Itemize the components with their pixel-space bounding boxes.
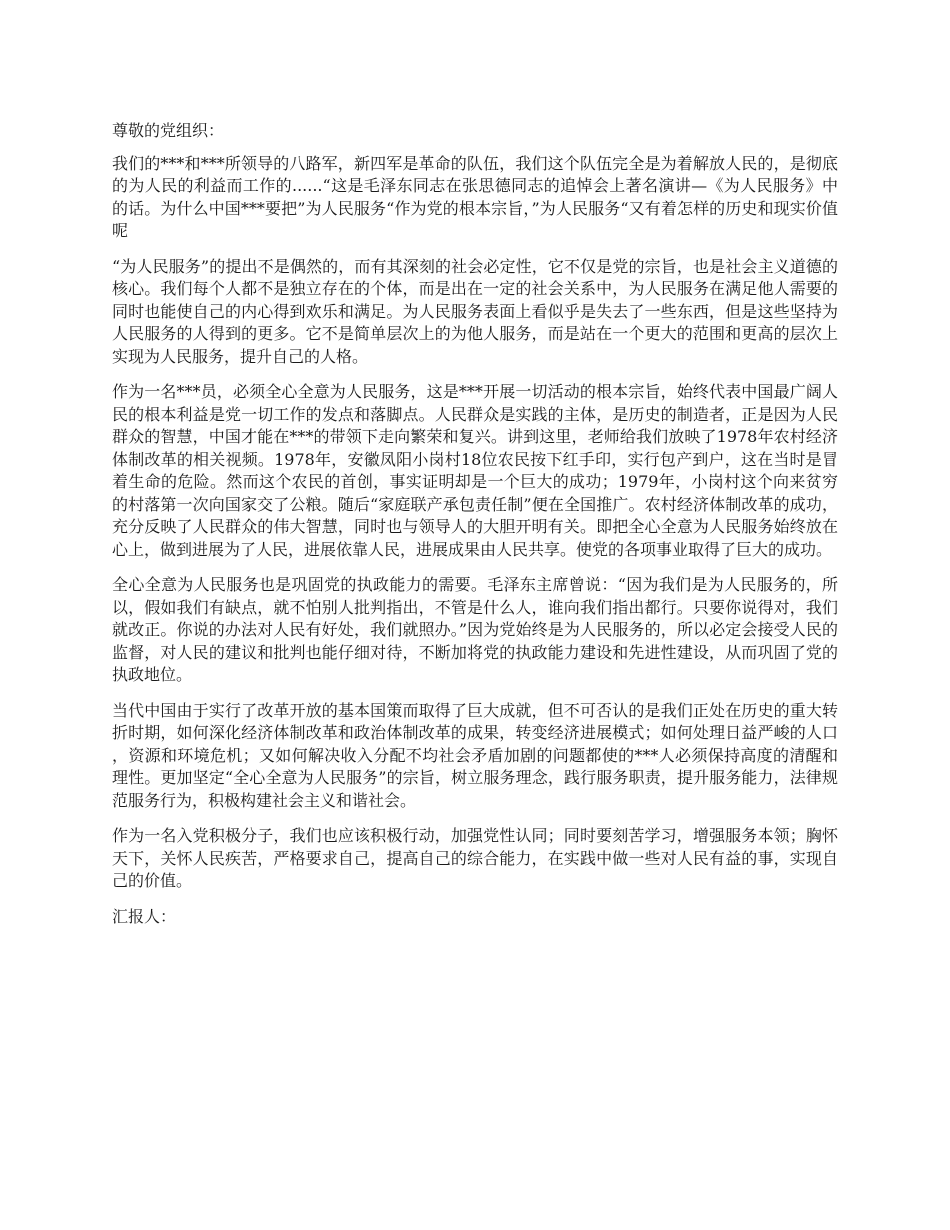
paragraph-3: 作为一名***员，必须全心全意为人民服务，这是***开展一切活动的根本宗旨，始终代表中国最广阔人民的根本利益是党一切工作的发点和落脚点。人民群众是实践的主体，是历史的制造者，正是因为人民群众的智慧，中国才能在***的带领下走向繁荣和复兴。讲到这里，老师给我们放映了1978年农村经济体制改革的相关视频。1978年，安徽凤阳小岗村18位农民按下红手印，实行包产到户，这在当时是冒着生命的危险。然而这个农民的首创，事实证明却是一个巨大的成功；1979年，小岗村这个向来贫穷的村落第一次向国家交了公粮。随后“家庭联产承包责任制”便在全国推广。农村经济体制改革的成功，充分反映了人民群众的伟大智慧，同时也与领导人的大胆开明有关。即把全心全意为人民服务始终放在心上，做到进展为了人民，进展依靠人民，进展成果由人民共享。使党的各项事业取得了巨大的成功。 [112, 382, 838, 559]
document-body [112, 120, 838, 941]
paragraph-4: 全心全意为人民服务也是巩固党的执政能力的需要。毛泽东主席曾说：“因为我们是为人民服务的，所以，假如我们有缺点，就不怕别人批判指出，不管是什么人，谁向我们指出都行。只要你说得对，我们就改正。你说的办法对人民有好处，我们就照办。”因为党始终是为人民服务的，所以必定会接受人民的监督，对人民的建议和批判也能仔细对待，不断加将党的执政能力建设和先进性建设，从而巩固了党的执政地位。 [112, 575, 838, 684]
signature-line: 汇报人： [112, 906, 177, 926]
salutation: 尊敬的党组织： [112, 121, 225, 140]
paragraph-5: 当代中国由于实行了改革开放的基本国策而取得了巨大成就，但不可否认的是我们正处在历史的重大转折时期，如何深化经济体制改革和政治体制改革的成果，转变经济进展模式；如何处理日益严峻的人口，资源和环境危机；又如何解决收入分配不均社会矛盾加剧的问题都使的***人必须保持高度的清醒和理性。更加坚定“全心全意为人民服务”的宗旨，树立服务理念，践行服务职责，提升服务能力，法律规范服务行为，积极构建社会主义和谐社会。 [112, 700, 838, 810]
paragraph-1: 我们的***和***所领导的八路军，新四军是革命的队伍，我们这个队伍完全是为着解放人民的，是彻底的为人民的利益而工作的......“这是毛泽东同志在张思德同志的追悼会上著名演讲—《为人民服务》中的话。为什么中国***要把”为人民服务“作为党的根本宗旨，”为人民服务“又有着怎样的历史和现实价值呢 [112, 153, 838, 240]
paragraph-6: 作为一名入党积极分子，我们也应该积极行动，加强党性认同；同时要刻苦学习，增强服务本领；胸怀天下，关怀人民疾苦，严格要求自己，提高自己的综合能力，在实践中做一些对人民有益的事，实现自己的价值。 [112, 826, 838, 890]
paragraph-2: “为人民服务”的提出不是偶然的，而有其深刻的社会必定性，它不仅是党的宗旨，也是社会主义道德的核心。我们每个人都不是独立存在的个体，而是出在一定的社会关系中，为人民服务在满足他人需要的同时也能使自己的内心得到欢乐和满足。为人民服务表面上看似乎是失去了一些东西，但是这些坚持为人民服务的人得到的更多。它不是简单层次上的为他人服务，而是站在一个更大的范围和更高的层次上实现为人民服务，提升自己的人格。 [112, 256, 838, 366]
